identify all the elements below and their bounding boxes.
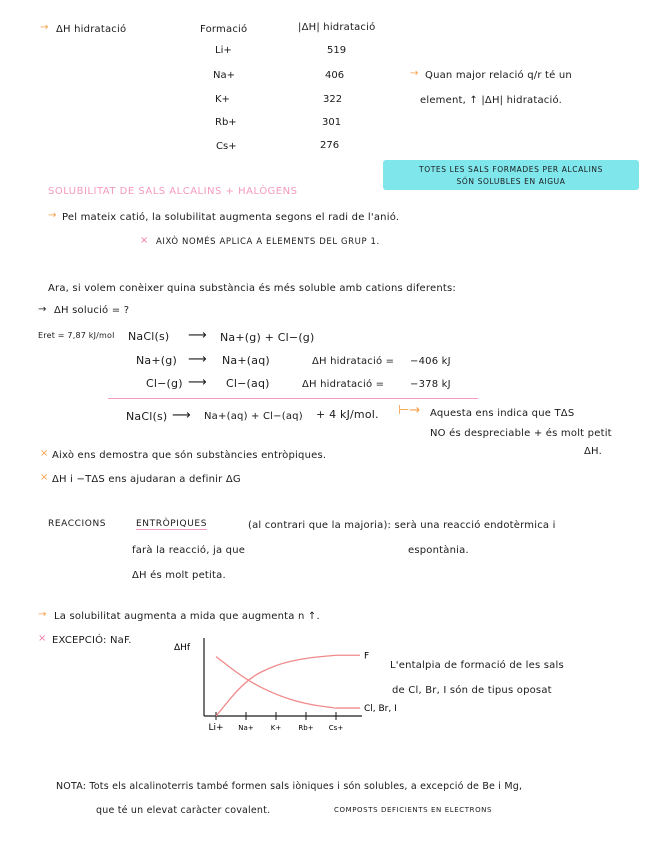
exception-text: EXCEPCIÓ: NaF. xyxy=(52,635,132,646)
entropiques-highlight: ENTRÒPIQUES xyxy=(136,519,208,529)
nota-line1: NOTA: Tots els alcalinoterris també formen sals iòniques i són solubles, a excepció de Be i Mg, xyxy=(56,781,523,792)
trend-text: La solubilitat augmenta a mida que augmenta n ↑. xyxy=(54,611,320,622)
arrow-icon: ⟶ xyxy=(172,408,191,423)
eq2-reactant: Na+(g) xyxy=(136,354,177,367)
table-value: 406 xyxy=(325,70,345,81)
solubility-highlight xyxy=(383,160,639,190)
sum-reactant: NaCl(s) xyxy=(126,410,168,423)
table-value: 519 xyxy=(327,45,347,56)
chart-series-line xyxy=(216,657,360,708)
table-value: 322 xyxy=(323,94,343,105)
reaccions-text1: (al contrari que la majoria): serà una reacció endotèrmica i xyxy=(248,520,556,531)
table-value: 276 xyxy=(320,140,340,151)
enthalpy-chart xyxy=(170,630,397,735)
question-intro: Ara, si volem conèixer quina substància és més soluble amb cations diferents: xyxy=(48,283,456,294)
arrow-icon: → xyxy=(48,210,57,221)
reaccions-label: REACCIONS xyxy=(48,519,107,529)
group1-note: AIXÒ NOMÉS APLICA A ELEMENTS DEL GRUP 1. xyxy=(156,237,380,247)
arrow-icon: → xyxy=(38,304,47,315)
eq3-value: −378 kJ xyxy=(410,379,451,390)
reticular-energy: Eret = 7,87 kJ/mol xyxy=(38,331,115,340)
eq1-products: Na+(g) + Cl−(g) xyxy=(220,331,315,344)
bracket-arrow-icon: ⊢→ xyxy=(398,403,421,418)
cross-mark-icon: × xyxy=(38,633,47,644)
chart-series-label: Cl, Br, I xyxy=(364,704,397,715)
reaccions-text3: ΔH és molt petita. xyxy=(132,570,226,581)
table-value: 301 xyxy=(322,117,342,128)
column-dh: |ΔH| hidratació xyxy=(298,22,376,33)
reaccions-text2b: espontània. xyxy=(408,545,469,556)
section-title: SOLUBILITAT DE SALS ALCALINS + HALÒGENS xyxy=(48,186,298,197)
cross-mark-icon: × xyxy=(40,472,49,483)
eq2-product: Na+(aq) xyxy=(222,354,270,367)
chart-x-tick-label: Na+ xyxy=(238,724,254,732)
cross-mark-icon: × xyxy=(140,235,149,246)
chart-series-label: F xyxy=(364,651,370,662)
highlight-line2: SÓN SOLUBLES EN AIGUA xyxy=(456,177,566,186)
cation-solubility-text: Pel mateix catió, la solubilitat augmenta segons el radi de l'anió. xyxy=(62,212,400,223)
eq1-reactant: NaCl(s) xyxy=(128,330,170,343)
eq3-reactant: Cl−(g) xyxy=(146,377,183,390)
table-ion: Cs+ xyxy=(216,141,237,152)
sum-products: Na+(aq) + Cl−(aq) xyxy=(204,411,303,422)
eq2-label: ΔH hidratació = xyxy=(312,356,395,367)
cross-mark-icon: × xyxy=(40,448,49,459)
eq2-value: −406 kJ xyxy=(410,356,451,367)
arrow-icon: → xyxy=(410,68,419,79)
sum-note-2: NO és despreciable + és molt petit xyxy=(430,428,612,439)
dh-hidratacio-heading: ΔH hidratació xyxy=(56,24,127,35)
chart-note-line1: L'entalpia de formació de les sals xyxy=(390,660,564,671)
highlight-line1: TOTES LES SALS FORMADES PER ALCALINS xyxy=(419,165,603,174)
table-ion: Li+ xyxy=(215,45,232,56)
delta-g-note: ΔH i −TΔS ens ajudaran a definir ΔG xyxy=(52,474,241,485)
chart-x-tick-label: Cs+ xyxy=(328,724,344,732)
sum-value: + 4 kJ/mol. xyxy=(316,408,379,421)
arrow-icon: ⟶ xyxy=(188,352,207,367)
chart-x-tick-label: Li+ xyxy=(208,723,224,733)
table-ion: K+ xyxy=(215,94,230,105)
reaccions-text2: farà la reacció, ja que xyxy=(132,545,246,556)
arrow-icon: → xyxy=(40,22,49,33)
chart-y-label: ΔHf xyxy=(174,643,191,653)
chart-note-line2: de Cl, Br, I són de tipus oposat xyxy=(392,685,552,696)
arrow-icon: → xyxy=(38,609,47,620)
side-note-line1: Quan major relació q/r té un xyxy=(425,70,572,81)
entropic-note: Això ens demostra que són substàncies entròpiques. xyxy=(52,450,327,461)
chart-series-line xyxy=(216,655,360,716)
nota-electron-deficient: COMPOSTS DEFICIENTS EN ELECTRONS xyxy=(334,806,493,814)
sum-note-1: Aquesta ens indica que TΔS xyxy=(430,408,575,419)
side-note-line2: element, ↑ |ΔH| hidratació. xyxy=(420,95,562,106)
chart-x-tick-label: Rb+ xyxy=(298,724,314,732)
sum-note-3: ΔH. xyxy=(584,446,602,457)
arrow-icon: ⟶ xyxy=(188,328,207,343)
arrow-icon: ⟶ xyxy=(188,375,207,390)
table-ion: Rb+ xyxy=(215,117,237,128)
table-ion: Na+ xyxy=(213,70,235,81)
dh-solucio: ΔH solució = ? xyxy=(54,305,130,316)
column-formacio: Formació xyxy=(200,24,248,35)
chart-x-tick-label: K+ xyxy=(270,724,282,732)
nota-line2: que té un elevat caràcter covalent. xyxy=(96,805,271,816)
eq3-label: ΔH hidratació = xyxy=(302,379,385,390)
eq3-product: Cl−(aq) xyxy=(226,377,270,390)
sum-divider xyxy=(108,398,478,399)
